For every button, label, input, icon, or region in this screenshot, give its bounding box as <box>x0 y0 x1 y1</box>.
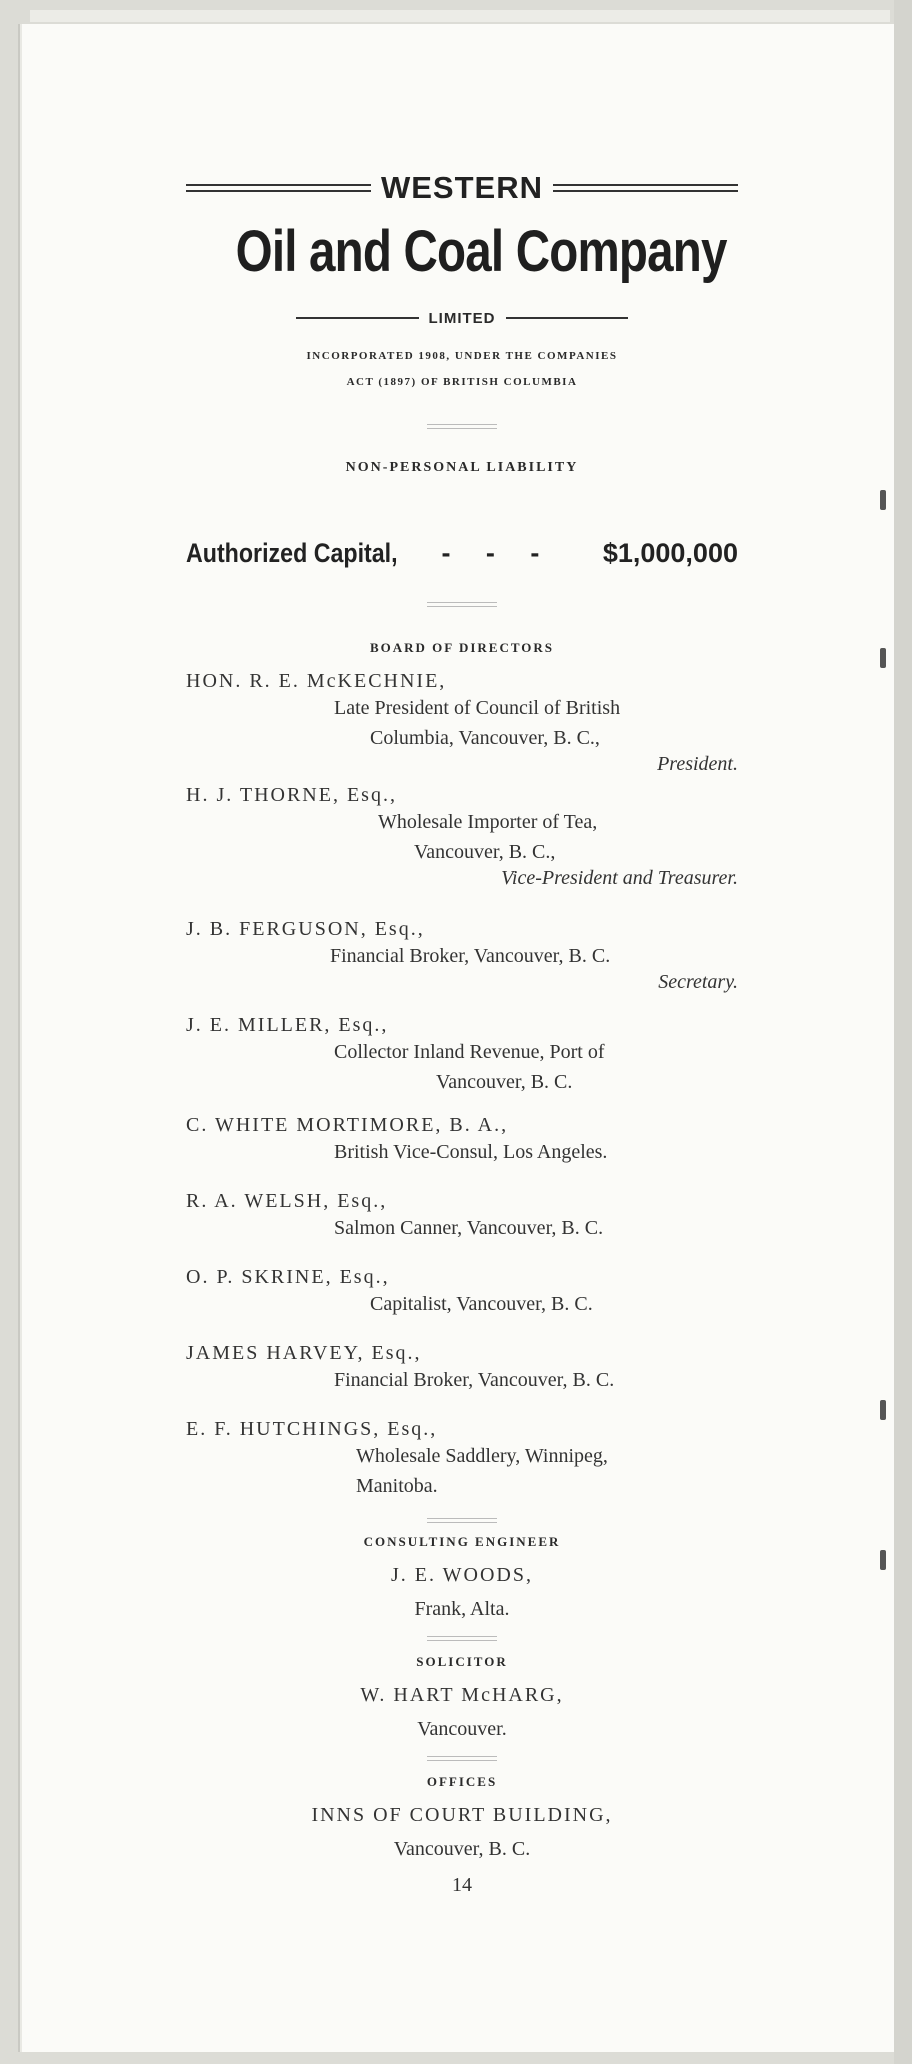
director-name: E. F. HUTCHINGS, Esq., <box>186 1418 438 1440</box>
capital-amount: $1,000,000 <box>602 538 738 568</box>
director-entry <box>186 1190 738 1243</box>
solicitor-name: W. HART McHARG, <box>360 1684 564 1706</box>
rule <box>506 317 629 319</box>
double-rule <box>553 184 738 192</box>
offices-place: Vancouver, B. C. <box>393 1838 531 1860</box>
director-role: President. <box>657 753 738 775</box>
page-notch <box>880 1400 886 1420</box>
engineer-heading: CONSULTING ENGINEER <box>363 1534 561 1549</box>
director-desc: Financial Broker, Vancouver, B. C. <box>330 945 611 967</box>
director-desc: Wholesale Saddlery, Winnipeg, <box>356 1445 608 1467</box>
authorized-capital <box>186 538 738 569</box>
director-desc: Capitalist, Vancouver, B. C. <box>370 1293 593 1315</box>
director-entry <box>186 1114 738 1167</box>
liability-label: NON-PERSONAL LIABILITY <box>345 460 579 475</box>
director-name: R. A. WELSH, Esq., <box>186 1190 388 1212</box>
title-company-wrap <box>186 218 738 298</box>
director-desc: Columbia, Vancouver, B. C., <box>370 727 600 749</box>
limited-row <box>296 306 628 330</box>
director-desc: Vancouver, B. C. <box>436 1071 573 1093</box>
offices-name: INNS OF COURT BUILDING, <box>311 1804 613 1826</box>
capital-label: Authorized Capital, <box>186 538 398 568</box>
director-entry <box>186 784 738 890</box>
director-role: Vice-President and Treasurer. <box>501 867 738 889</box>
title-western: WESTERN <box>381 170 543 205</box>
director-desc: Collector Inland Revenue, Port of <box>334 1041 605 1063</box>
divider <box>186 424 738 429</box>
solicitor-heading: SOLICITOR <box>416 1654 508 1669</box>
director-role: Secretary. <box>658 971 738 993</box>
director-desc: Financial Broker, Vancouver, B. C. <box>334 1369 615 1391</box>
director-entry <box>186 670 738 776</box>
director-desc: Salmon Canner, Vancouver, B. C. <box>334 1217 604 1239</box>
director-desc: Manitoba. <box>356 1475 438 1497</box>
engineer-place: Frank, Alta. <box>414 1598 510 1620</box>
incorporated-line-2: ACT (1897) OF BRITISH COLUMBIA <box>346 376 578 388</box>
board-heading: BOARD OF DIRECTORS <box>369 640 555 655</box>
page-notch <box>880 490 886 510</box>
director-entry <box>186 918 738 994</box>
director-entry <box>186 1342 738 1395</box>
director-desc: Wholesale Importer of Tea, <box>378 811 598 833</box>
engineer-name: J. E. WOODS, <box>391 1564 533 1586</box>
divider <box>186 1636 738 1641</box>
director-name: J. B. FERGUSON, Esq., <box>186 918 425 940</box>
director-name: JAMES HARVEY, Esq., <box>186 1342 422 1364</box>
page-notch <box>880 1550 886 1570</box>
director-name: H. J. THORNE, Esq., <box>186 784 397 806</box>
double-rule <box>186 184 371 192</box>
director-name: C. WHITE MORTIMORE, B. A., <box>186 1114 509 1136</box>
page-number: 14 <box>452 1874 472 1896</box>
director-entry <box>186 1014 738 1097</box>
page-right-edge <box>894 0 912 2064</box>
limited-label: LIMITED <box>428 309 496 327</box>
director-desc: British Vice-Consul, Los Angeles. <box>334 1141 608 1163</box>
title-company: Oil and Coal Company <box>235 219 727 284</box>
divider <box>186 1756 738 1761</box>
director-desc: Vancouver, B. C., <box>414 841 556 863</box>
director-name: J. E. MILLER, Esq., <box>186 1014 389 1036</box>
incorporated-line-1: INCORPORATED 1908, UNDER THE COMPANIES <box>306 350 618 362</box>
solicitor-place: Vancouver. <box>417 1718 507 1740</box>
title-western-row <box>186 166 738 210</box>
page-notch <box>880 648 886 668</box>
director-entry <box>186 1266 738 1319</box>
top-edge <box>30 10 890 22</box>
director-name: O. P. SKRINE, Esq., <box>186 1266 390 1288</box>
divider <box>186 1518 738 1523</box>
director-entry <box>186 1418 738 1501</box>
director-desc: Late President of Council of British <box>334 697 621 719</box>
divider <box>186 602 738 607</box>
director-name: HON. R. E. McKECHNIE, <box>186 670 447 692</box>
capital-dashes: - - - <box>441 538 554 568</box>
rule <box>296 317 419 319</box>
offices-heading: OFFICES <box>426 1774 498 1789</box>
